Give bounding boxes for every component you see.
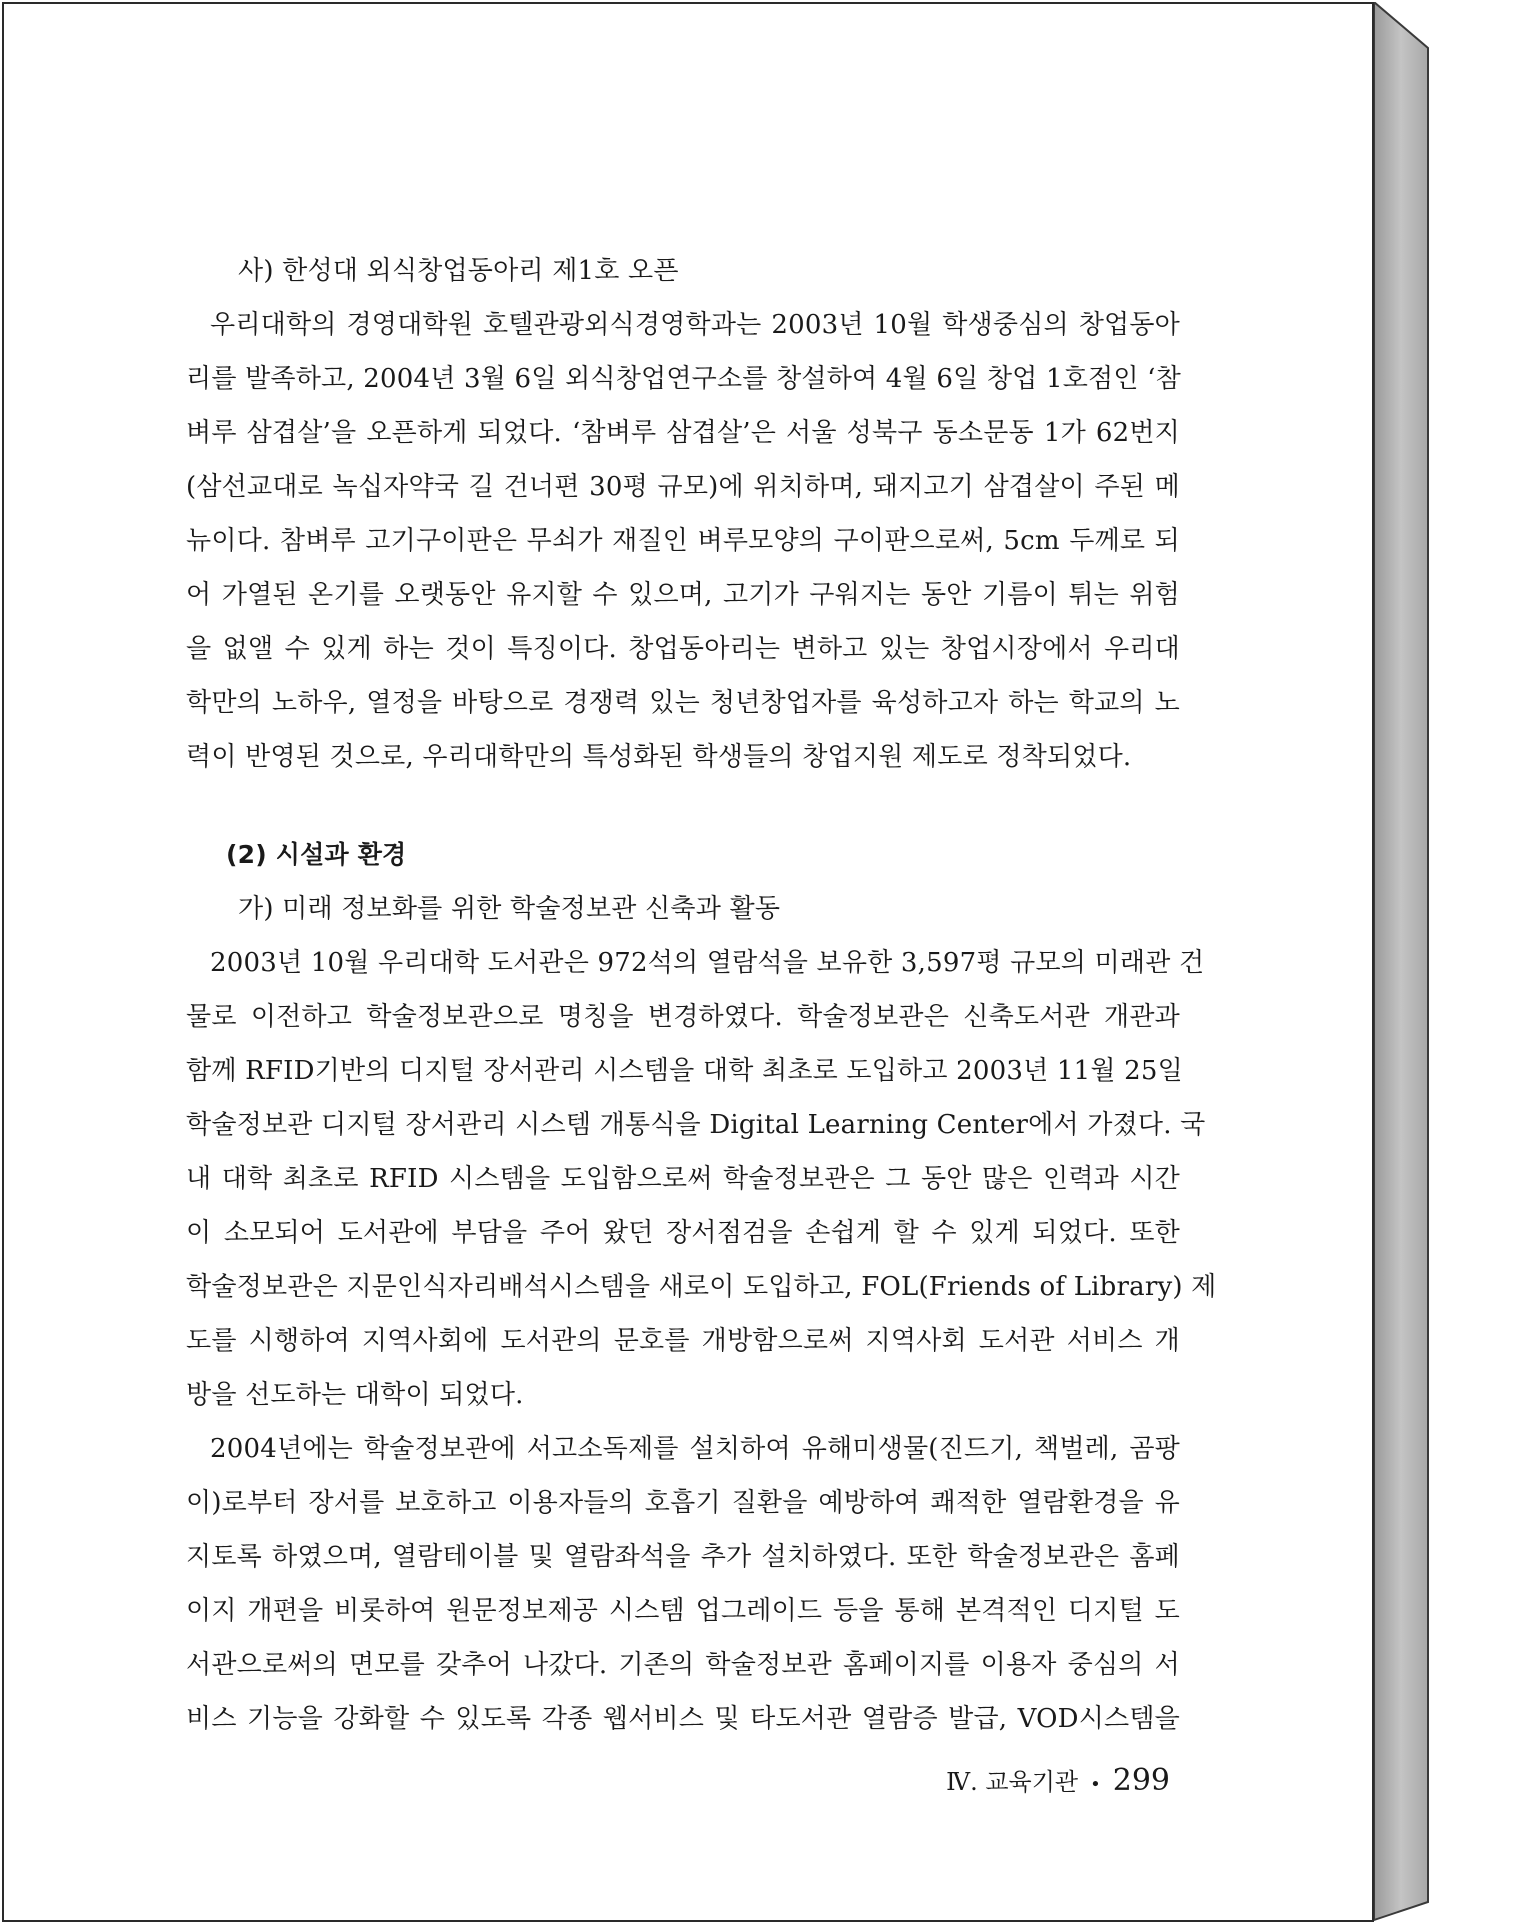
footer-chapter: Ⅳ. 교육기관 [946,1768,1079,1796]
text-line: 력이 반영된 것으로, 우리대학만의 특성화된 학생들의 창업지원 제도로 정착되었다. [186,742,1132,772]
text-line: 학술정보관은 지문인식자리배석시스템을 새로이 도입하고, FOL(Friends of Library) 제 [186,1272,1217,1302]
text-line: 우리대학의 경영대학원 호텔관광외식경영학과는 2003년 10월 학생중심의 창업동아 [210,310,1180,340]
subsection-heading: 가) 미래 정보화를 위한 학술정보관 신축과 활동 [238,894,781,924]
text-line: 리를 발족하고, 2004년 3월 6일 외식창업연구소를 창설하여 4월 6일 창업 1호점인 ‘참 [186,364,1181,394]
text-line: 지토록 하였으며, 열람테이블 및 열람좌석을 추가 설치하였다. 또한 학술정보관은 홈페 [186,1542,1180,1572]
text-line: 을 없앨 수 있게 하는 것이 특징이다. 창업동아리는 변하고 있는 창업시장에서 우리대 [186,634,1180,664]
text-line: 도를 시행하여 지역사회에 도서관의 문호를 개방함으로써 지역사회 도서관 서비스 개 [186,1326,1180,1356]
text-line: 이 소모되어 도서관에 부담을 주어 왔던 장서점검을 손쉽게 할 수 있게 되었다. 또한 [186,1218,1180,1248]
page-body [186,244,1217,1746]
section-spacer [186,784,1180,828]
text-line: 뉴이다. 참벼루 고기구이판은 무쇠가 재질인 벼루모양의 구이판으로써, 5cm 두께로 되 [186,526,1180,556]
text-line: 이)로부터 장서를 보호하고 이용자들의 호흡기 질환을 예방하여 쾌적한 열람환경을 유 [186,1488,1180,1518]
text-line: 벼루 삼겹살’을 오픈하게 되었다. ‘참벼루 삼겹살’은 서울 성북구 동소문동 1가 62번지 [186,418,1180,448]
section-sa-paragraph [186,298,1180,784]
section-sa-heading: 사) 한성대 외식창업동아리 제1호 오픈 [238,256,679,286]
text-line: 2003년 10월 우리대학 도서관은 972석의 열람석을 보유한 3,597평 규모의 미래관 건 [210,948,1205,978]
text-line: 2004년에는 학술정보관에 서고소독제를 설치하여 유해미생물(진드기, 책벌레, 곰팡 [210,1434,1180,1464]
text-line: 비스 기능을 강화할 수 있도록 각종 웹서비스 및 타도서관 열람증 발급, VOD시스템을 [186,1704,1180,1734]
text-line: 학술정보관 디지털 장서관리 시스템 개통식을 Digital Learning Center에서 가졌다. 국 [186,1110,1206,1140]
section-2-paragraph-1 [186,936,1217,1422]
page-number: 299 [1112,1763,1170,1798]
section-2-paragraph-2 [186,1422,1180,1746]
text-line: 방을 선도하는 대학이 되었다. [186,1380,524,1410]
text-line: 서관으로써의 면모를 갖추어 나갔다. 기존의 학술정보관 홈페이지를 이용자 중심의 서 [186,1650,1180,1680]
footer-bullet: • [1090,1774,1101,1795]
text-line: (삼선교대로 녹십자약국 길 건너편 30평 규모)에 위치하며, 돼지고기 삼겹살이 주된 메 [186,472,1180,502]
book-page-edges [1374,2,1430,1922]
section-title: (2) 시설과 환경 [226,840,407,869]
page-footer [946,1762,1170,1798]
text-line: 학만의 노하우, 열정을 바탕으로 경쟁력 있는 청년창업자를 육성하고자 하는 학교의 노 [186,688,1180,718]
text-line: 이지 개편을 비롯하여 원문정보제공 시스템 업그레이드 등을 통해 본격적인 디지털 도 [186,1596,1180,1626]
text-line: 함께 RFID기반의 디지털 장서관리 시스템을 대학 최초로 도입하고 2003년 11월 25일 [186,1056,1183,1086]
text-line: 물로 이전하고 학술정보관으로 명칭을 변경하였다. 학술정보관은 신축도서관 개관과 [186,1002,1180,1032]
text-line: 어 가열된 온기를 오랫동안 유지할 수 있으며, 고기가 구워지는 동안 기름이 튀는 위험 [186,580,1180,610]
text-line: 내 대학 최초로 RFID 시스템을 도입함으로써 학술정보관은 그 동안 많은 인력과 시간 [186,1164,1180,1194]
